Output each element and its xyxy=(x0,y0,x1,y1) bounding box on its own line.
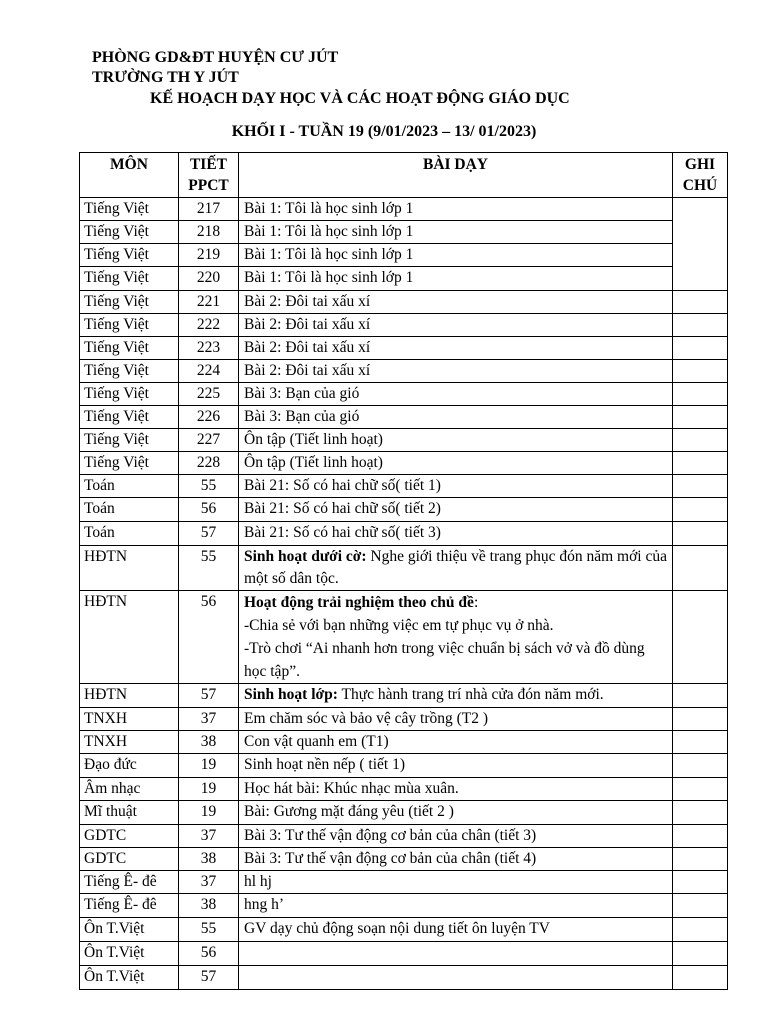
subject-cell: Ôn T.Việt xyxy=(80,918,179,942)
table-row xyxy=(80,452,728,475)
lesson-cell xyxy=(239,942,673,966)
subject-cell: Toán xyxy=(80,522,179,546)
subject-cell: Tiếng Việt xyxy=(80,452,179,475)
period-cell: 223 xyxy=(179,337,239,360)
table-header-row xyxy=(80,153,728,198)
table-row xyxy=(80,778,728,801)
subject-cell: Tiếng Việt xyxy=(80,383,179,406)
lesson-text: Em chăm sóc và bảo vệ cây trồng (T2 ) xyxy=(244,710,489,727)
table-row xyxy=(80,894,728,918)
period-cell: 56 xyxy=(179,942,239,966)
notes-cell xyxy=(673,522,728,546)
period-cell: 221 xyxy=(179,291,239,314)
lesson-text: Bài 2: Đôi tai xấu xí xyxy=(244,316,371,333)
lesson-cell xyxy=(239,966,673,990)
lesson-cell xyxy=(239,429,673,452)
period-cell: 38 xyxy=(179,848,239,871)
plan-title: KẾ HOẠCH DẠY HỌC VÀ CÁC HOẠT ĐỘNG GIÁO DỤC xyxy=(150,90,570,107)
table-row xyxy=(80,406,728,429)
lesson-text: Bài 3: Bạn của gió xyxy=(244,408,360,425)
period-cell: 55 xyxy=(179,546,239,591)
notes-cell xyxy=(673,291,728,314)
period-cell: 218 xyxy=(179,221,239,244)
period-cell: 57 xyxy=(179,522,239,546)
table-row xyxy=(80,383,728,406)
period-cell: 219 xyxy=(179,244,239,267)
table-row xyxy=(80,291,728,314)
table-row xyxy=(80,360,728,383)
table-row xyxy=(80,942,728,966)
lesson-cell xyxy=(239,244,673,267)
lesson-line: -Chia sẻ với bạn những việc em tự phục vụ ở nhà. xyxy=(244,617,554,634)
subject-cell: HĐTN xyxy=(80,684,179,708)
lesson-cell xyxy=(239,360,673,383)
lesson-cell xyxy=(239,198,673,221)
subject-cell: Ôn T.Việt xyxy=(80,966,179,990)
lesson-text: hl hj xyxy=(244,873,272,890)
notes-cell xyxy=(673,684,728,708)
lesson-cell xyxy=(239,754,673,778)
table-row xyxy=(80,801,728,825)
lesson-text: Bài 2: Đôi tai xấu xí xyxy=(244,293,371,310)
school-name: TRƯỜNG TH Y JÚT xyxy=(92,69,239,86)
lesson-text: Bài 1: Tôi là học sinh lớp 1 xyxy=(244,223,414,240)
lesson-line: : xyxy=(473,594,479,611)
subject-cell: Tiếng Việt xyxy=(80,337,179,360)
subject-cell: Toán xyxy=(80,475,179,498)
period-cell: 224 xyxy=(179,360,239,383)
notes-cell xyxy=(673,337,728,360)
notes-cell xyxy=(673,825,728,848)
notes-cell xyxy=(673,383,728,406)
subject-cell: Tiếng Việt xyxy=(80,291,179,314)
period-cell: 228 xyxy=(179,452,239,475)
period-cell: 227 xyxy=(179,429,239,452)
notes-cell xyxy=(673,894,728,918)
subject-cell: Ôn T.Việt xyxy=(80,942,179,966)
table-row xyxy=(80,475,728,498)
lesson-text: Con vật quanh em (T1) xyxy=(244,733,389,750)
lesson-text: Ôn tập (Tiết linh hoạt) xyxy=(244,454,383,471)
subject-cell: Tiếng Việt xyxy=(80,198,179,221)
notes-cell xyxy=(673,942,728,966)
notes-cell xyxy=(673,360,728,383)
subject-cell: TNXH xyxy=(80,708,179,731)
period-cell: 38 xyxy=(179,894,239,918)
week-title: KHỐI I - TUẦN 19 (9/01/2023 – 13/ 01/2023) xyxy=(231,123,537,140)
notes-cell xyxy=(673,452,728,475)
subject-cell: Tiếng Việt xyxy=(80,429,179,452)
lesson-cell xyxy=(239,894,673,918)
period-cell: 37 xyxy=(179,708,239,731)
notes-cell xyxy=(673,731,728,754)
lesson-cell xyxy=(239,871,673,894)
period-cell: 222 xyxy=(179,314,239,337)
lesson-text: Ôn tập (Tiết linh hoạt) xyxy=(244,431,383,448)
lesson-text: Thực hành trang trí nhà cửa đón năm mới. xyxy=(337,686,604,703)
lesson-text: Bài 3: Tư thế vận động cơ bản của chân (tiết 3) xyxy=(244,827,537,844)
lesson-line: -Trò chơi “Ai nhanh hơn trong việc chuẩn bị sách vở và đồ dùng học tập”. xyxy=(244,640,645,680)
table-row xyxy=(80,198,728,221)
subject-cell: Mĩ thuật xyxy=(80,801,179,825)
department-title: PHÒNG GD&ĐT HUYỆN CƯ JÚT xyxy=(92,49,339,66)
lesson-text: Bài 2: Đôi tai xấu xí xyxy=(244,362,371,379)
lesson-cell xyxy=(239,383,673,406)
lesson-cell xyxy=(239,731,673,754)
table-row xyxy=(80,337,728,360)
lesson-text: GV dạy chủ động soạn nội dung tiết ôn luyện TV xyxy=(244,920,550,937)
notes-cell xyxy=(673,754,728,778)
lesson-text: Bài 3: Bạn của gió xyxy=(244,385,360,402)
table-row xyxy=(80,591,728,684)
period-cell: 19 xyxy=(179,801,239,825)
lesson-cell xyxy=(239,337,673,360)
period-cell: 37 xyxy=(179,871,239,894)
table-row xyxy=(80,871,728,894)
table-row xyxy=(80,754,728,778)
period-cell: 55 xyxy=(179,475,239,498)
header-subject: MÔN xyxy=(80,153,179,198)
subject-cell: Toán xyxy=(80,498,179,522)
notes-cell xyxy=(673,475,728,498)
table-row xyxy=(80,546,728,591)
notes-cell xyxy=(673,708,728,731)
lesson-heading: Sinh hoạt lớp: xyxy=(244,686,338,703)
lesson-text: Bài 2: Đôi tai xấu xí xyxy=(244,339,371,356)
notes-cell xyxy=(673,314,728,337)
lesson-text: Bài: Gương mặt đáng yêu (tiết 2 ) xyxy=(244,803,454,820)
period-cell: 37 xyxy=(179,825,239,848)
lesson-heading: Sinh hoạt dưới cờ: xyxy=(244,548,367,565)
period-cell: 217 xyxy=(179,198,239,221)
notes-cell xyxy=(673,498,728,522)
period-cell: 226 xyxy=(179,406,239,429)
lesson-text: hng h’ xyxy=(244,896,285,913)
lesson-text: Bài 1: Tôi là học sinh lớp 1 xyxy=(244,200,414,217)
notes-cell xyxy=(673,406,728,429)
subject-cell: GDTC xyxy=(80,825,179,848)
notes-cell xyxy=(673,546,728,591)
lesson-cell xyxy=(239,221,673,244)
period-cell: 56 xyxy=(179,591,239,684)
lesson-text: Bài 1: Tôi là học sinh lớp 1 xyxy=(244,269,414,286)
lesson-cell xyxy=(239,825,673,848)
header-notes: GHI CHÚ xyxy=(673,153,728,198)
period-cell: 19 xyxy=(179,754,239,778)
notes-cell xyxy=(673,871,728,894)
table-row xyxy=(80,221,728,244)
subject-cell: Tiếng Việt xyxy=(80,360,179,383)
subject-cell: Tiếng Ê- đê xyxy=(80,894,179,918)
lesson-text: Nghe giới thiệu về trang phục đón năm mới của một số dân tộc. xyxy=(244,548,668,587)
subject-cell: Tiếng Việt xyxy=(80,267,179,291)
table-row xyxy=(80,708,728,731)
notes-cell xyxy=(673,429,728,452)
lesson-plan-table xyxy=(79,152,728,990)
table-row xyxy=(80,498,728,522)
subject-cell: Tiếng Việt xyxy=(80,406,179,429)
lesson-text: Bài 21: Số có hai chữ số( tiết 2) xyxy=(244,500,441,517)
notes-cell xyxy=(673,848,728,871)
subject-cell: Tiếng Việt xyxy=(80,221,179,244)
lesson-cell xyxy=(239,522,673,546)
lesson-cell xyxy=(239,291,673,314)
lesson-text: Bài 21: Số có hai chữ số( tiết 3) xyxy=(244,524,441,541)
lesson-cell xyxy=(239,452,673,475)
lesson-cell xyxy=(239,801,673,825)
lesson-text: Bài 1: Tôi là học sinh lớp 1 xyxy=(244,246,414,263)
table-row xyxy=(80,825,728,848)
notes-cell xyxy=(673,918,728,942)
table-row xyxy=(80,731,728,754)
lesson-text: Bài 21: Số có hai chữ số( tiết 1) xyxy=(244,477,441,494)
subject-cell: HĐTN xyxy=(80,546,179,591)
lesson-text: Học hát bài: Khúc nhạc mùa xuân. xyxy=(244,780,459,797)
lesson-text: Sinh hoạt nền nếp ( tiết 1) xyxy=(244,756,405,773)
lesson-cell xyxy=(239,267,673,291)
header-period: TIẾT PPCT xyxy=(179,153,239,198)
table-row xyxy=(80,966,728,990)
notes-cell xyxy=(673,591,728,684)
subject-cell: Tiếng Việt xyxy=(80,244,179,267)
table-row xyxy=(80,848,728,871)
subject-cell: Âm nhạc xyxy=(80,778,179,801)
table-row xyxy=(80,918,728,942)
lesson-cell xyxy=(239,778,673,801)
period-cell: 220 xyxy=(179,267,239,291)
header-lesson: BÀI DẠY xyxy=(239,153,673,198)
subject-cell: Tiếng Ê- đê xyxy=(80,871,179,894)
lesson-cell xyxy=(239,848,673,871)
lesson-cell xyxy=(239,708,673,731)
lesson-cell xyxy=(239,406,673,429)
subject-cell: TNXH xyxy=(80,731,179,754)
table-row xyxy=(80,314,728,337)
subject-cell: Đạo đức xyxy=(80,754,179,778)
table-row xyxy=(80,429,728,452)
subject-cell: Tiếng Việt xyxy=(80,314,179,337)
subject-cell: HĐTN xyxy=(80,591,179,684)
lesson-heading: Hoạt động trải nghiệm theo chủ đề xyxy=(244,594,474,611)
lesson-cell xyxy=(239,684,673,708)
table-row xyxy=(80,522,728,546)
lesson-cell xyxy=(239,475,673,498)
notes-cell xyxy=(673,198,728,291)
period-cell: 19 xyxy=(179,778,239,801)
notes-cell xyxy=(673,801,728,825)
subject-cell: GDTC xyxy=(80,848,179,871)
table-row xyxy=(80,244,728,267)
lesson-cell xyxy=(239,546,673,591)
period-cell: 225 xyxy=(179,383,239,406)
table-row xyxy=(80,684,728,708)
lesson-cell xyxy=(239,314,673,337)
notes-cell xyxy=(673,778,728,801)
period-cell: 56 xyxy=(179,498,239,522)
table-row xyxy=(80,267,728,291)
period-cell: 57 xyxy=(179,966,239,990)
period-cell: 57 xyxy=(179,684,239,708)
lesson-text: Bài 3: Tư thế vận động cơ bản của chân (tiết 4) xyxy=(244,850,537,867)
notes-cell xyxy=(673,966,728,990)
lesson-cell xyxy=(239,918,673,942)
table-body xyxy=(80,198,728,990)
period-cell: 38 xyxy=(179,731,239,754)
lesson-cell xyxy=(239,591,673,684)
period-cell: 55 xyxy=(179,918,239,942)
lesson-cell xyxy=(239,498,673,522)
